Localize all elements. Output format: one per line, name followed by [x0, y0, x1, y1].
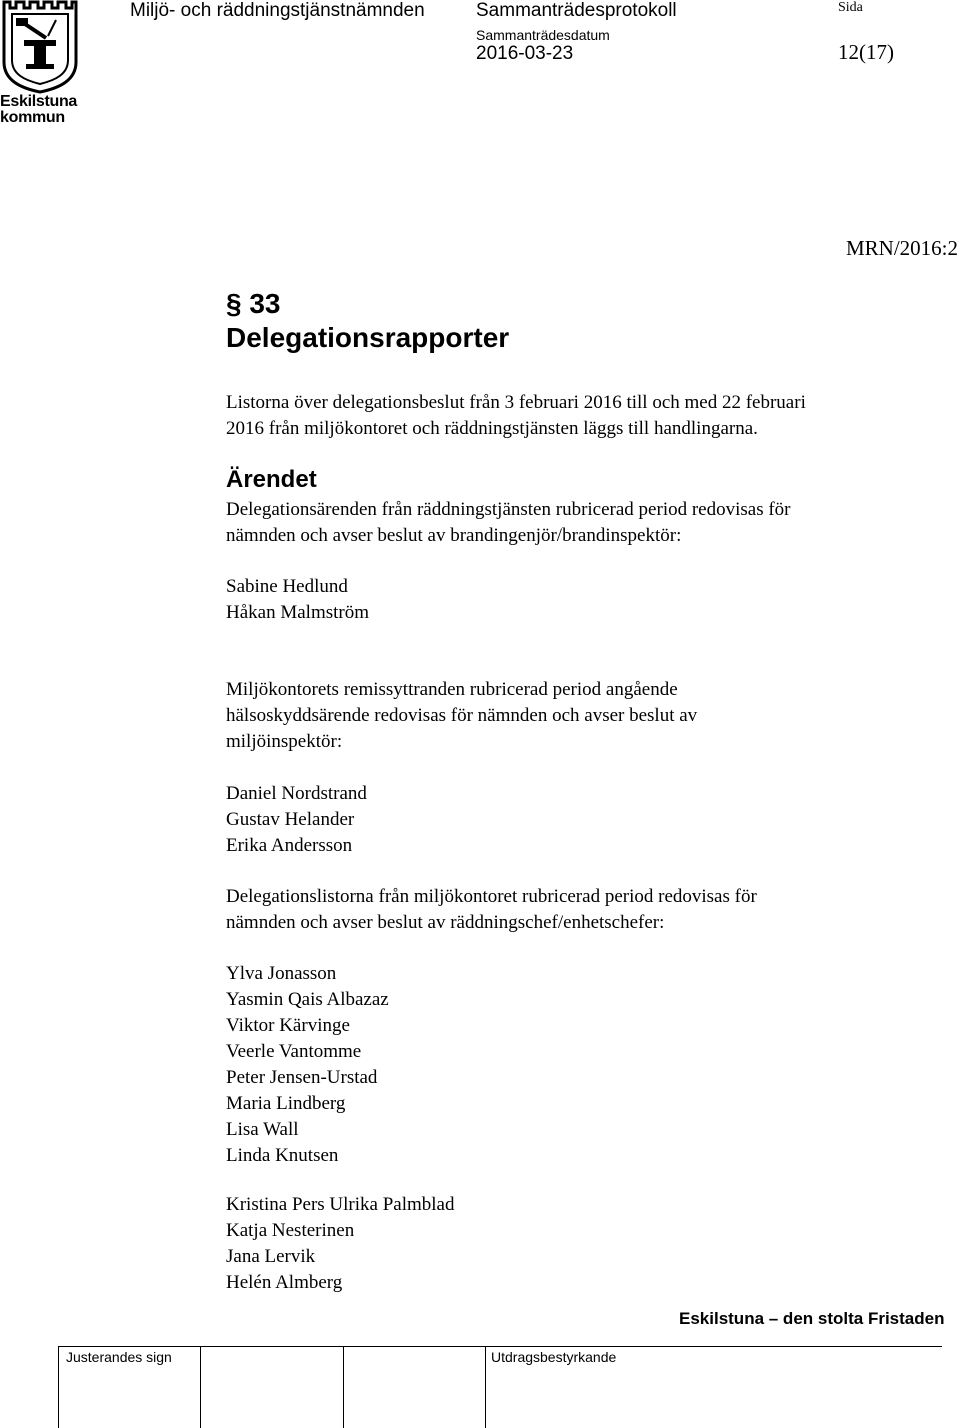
signature-cell-divider: [343, 1346, 344, 1428]
arendet-heading: Ärendet: [226, 466, 317, 493]
list-item: Håkan Malmström: [226, 602, 370, 623]
list-item: Daniel Nordstrand: [226, 783, 367, 804]
fire-names-list: [226, 574, 946, 626]
intro-paragraph: [226, 390, 946, 442]
list-item: Erika Andersson: [226, 835, 353, 856]
section-number: 33: [249, 288, 281, 319]
list-item: Kristina Pers Ulrika Palmblad: [226, 1194, 455, 1215]
document-type: Sammanträdesprotokoll: [476, 0, 677, 21]
extract-label: Utdragsbestyrkande: [491, 1349, 617, 1365]
meeting-date: 2016-03-23: [476, 43, 574, 64]
list-item: Gustav Helander: [226, 809, 355, 830]
chef-names-list: [226, 961, 946, 1169]
municipality-logo: [0, 0, 80, 128]
list-item: Maria Lindberg: [226, 1093, 346, 1114]
list-item: Ylva Jonasson: [226, 963, 337, 984]
logo-text-line: kommun: [0, 109, 65, 126]
committee-name: Miljö- och räddningstjänstnämnden: [130, 0, 425, 21]
signature-cell-divider: [485, 1346, 486, 1428]
text-line: nämnden och avser beslut av brandingenjör/brandinspektör:: [226, 525, 682, 546]
logo-text-line: Eskilstuna: [0, 93, 78, 110]
list-intro-paragraph: [226, 884, 946, 936]
paragraph-symbol: §: [226, 288, 242, 319]
text-line: nämnden och avser beslut av räddningschef/enhetschefer:: [226, 912, 665, 933]
env-intro-paragraph: [226, 677, 946, 755]
signature-cell-divider: [200, 1346, 201, 1428]
section-title: Delegationsrapporter: [226, 322, 510, 353]
text-line: hälsoskyddsärende redovisas för nämnden och avser beslut av: [226, 705, 698, 726]
case-number: MRN/2016:2: [845, 236, 958, 260]
list-item: Peter Jensen-Urstad: [226, 1067, 378, 1088]
extra-names-list: [226, 1192, 946, 1296]
list-item: Katja Nesterinen: [226, 1220, 355, 1241]
list-item: Viktor Kärvinge: [226, 1015, 350, 1036]
section-heading: [226, 287, 509, 355]
page-number: 12(17): [838, 40, 894, 64]
text-line: miljöinspektör:: [226, 731, 343, 752]
list-item: Sabine Hedlund: [226, 576, 348, 597]
page-label: Sida: [838, 0, 863, 15]
env-names-list: [226, 781, 946, 859]
text-line: Listorna över delegationsbeslut från 3 februari 2016 till och med 22 februari: [226, 392, 806, 413]
list-item: Yasmin Qais Albazaz: [226, 989, 389, 1010]
list-item: Veerle Vantomme: [226, 1041, 362, 1062]
meeting-date-label: Sammanträdesdatum: [476, 27, 610, 43]
list-item: Linda Knutsen: [226, 1145, 339, 1166]
text-line: 2016 från miljökontoret och räddningstjänsten läggs till handlingarna.: [226, 418, 758, 439]
list-item: Jana Lervik: [226, 1246, 316, 1267]
text-line: Delegationslistorna från miljökontoret rubricerad period redovisas för: [226, 886, 757, 907]
list-item: Lisa Wall: [226, 1119, 299, 1140]
text-line: Miljökontorets remissyttranden rubricerad period angående: [226, 679, 678, 700]
signer-label: Justerandes sign: [66, 1349, 172, 1365]
list-item: Helén Almberg: [226, 1272, 343, 1293]
fire-intro-paragraph: [226, 497, 946, 549]
text-line: Delegationsärenden från räddningstjänsten rubricerad period redovisas för: [226, 499, 791, 520]
motto: Eskilstuna – den stolta Fristaden: [679, 1309, 945, 1328]
